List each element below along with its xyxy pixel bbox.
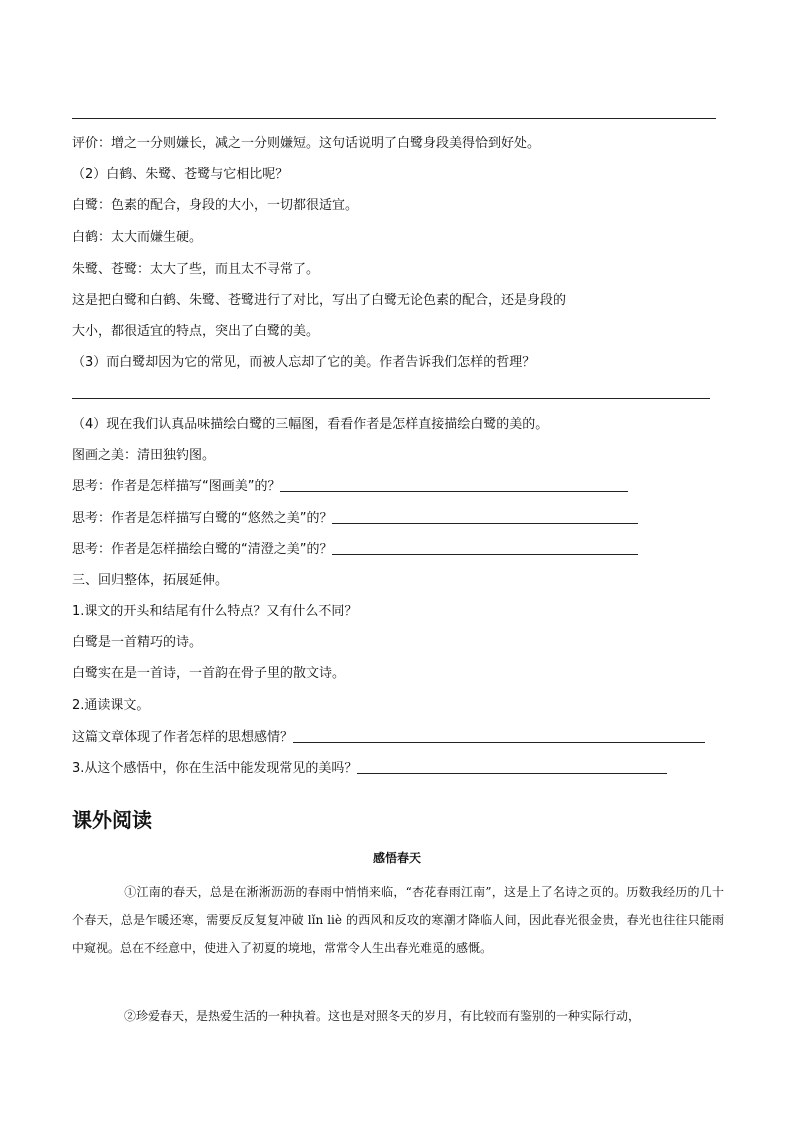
feeling-text: 这篇文章体现了作者怎样的思想感情？ [72,730,294,745]
ending-line: 白鹭实在是一首诗，一首韵在骨子里的散文诗。 [72,666,346,681]
think-3-text: 思考：作者是怎样描绘白鹭的“清澄之美”的？ [72,542,333,557]
zhulu-line: 朱鹭、苍鹭：太大了些，而且太不寻常了。 [72,262,320,277]
opening-line: 白鹭是一首精巧的诗。 [72,635,203,650]
evaluation-line: 评价：增之一分则嫌长，减之一分则嫌短。这句话说明了白鹭身段美得恰到好处。 [72,136,541,151]
life-text: 3.从这个感悟中，你在生活中能发现常见的美吗？ [72,761,358,776]
paragraph-2 [72,1002,724,1030]
bailu-line: 白鹭：色素的配合，身段的大小，一切都很适宜。 [72,198,359,213]
compare-line-2: 大小，都很适宜的特点，突出了白鹭的美。 [72,324,320,339]
paragraph-1-text: ①江南的春天，总是在淅淅沥沥的春雨中悄悄来临，“杏花春雨江南”，这是上了名诗之页的。历数我经历的几十个春天，总是乍暖还寒，需要反反复复冲破 lǐn liè 的西风和反攻的寒潮才降临人间，因此春光很金贵，春光也往往只能雨中窥视。总在不经意中，使进入了初夏的境地，常常令人生出春光难觅的感慨。 [72,885,724,955]
question-3: （3）而白鹭却因为它的常见，而被人忘却了它的美。作者告诉我们怎样的哲理？ [72,355,536,370]
think-question-2 [72,510,638,528]
compare-line-1: 这是把白鹭和白鹤、朱鹭、苍鹭进行了对比，写出了白鹭无论色素的配合，还是身段的 [72,293,567,308]
answer-blank-3[interactable] [332,541,638,555]
section-title: 课外阅读 [72,808,152,832]
baihe-line: 白鹤：太大而嫌生硬。 [72,230,203,245]
answer-line-top [72,118,716,119]
question-4: （4）现在我们认真品味描绘白鹭的三幅图，看看作者是怎样直接描绘白鹭的美的。 [72,417,549,432]
question-2: （2）白鹤、朱鹭、苍鹭与它相比呢？ [72,167,289,182]
answer-blank-1[interactable] [280,478,628,492]
reread-line: 2.通读课文。 [72,698,150,713]
paragraph-1 [72,878,724,962]
feeling-question [72,729,705,747]
article-title: 感悟春天 [372,851,421,865]
think-question-1 [72,478,628,496]
paragraph-2-text: ②珍爱春天，是热爱生活的一种执着。这也是对照冬天的岁月，有比较而有鉴别的一种实际行动， [124,1009,641,1023]
think-question-3 [72,541,638,559]
answer-blank-feeling[interactable] [293,729,705,743]
part-3-heading: 三、回归整体，拓展延伸。 [72,573,229,588]
question-opening-ending: 1.课文的开头和结尾有什么特点？又有什么不同？ [72,604,358,619]
life-question [72,760,667,778]
answer-blank-2[interactable] [332,510,638,524]
think-2-text: 思考：作者是怎样描写白鹭的“悠然之美”的？ [72,511,333,526]
answer-blank-life[interactable] [357,760,667,774]
picture-beauty: 图画之美：清田独钓图。 [72,448,216,463]
think-1-text: 思考：作者是怎样描写“图画美”的？ [72,479,281,494]
answer-line-q3 [72,398,710,399]
